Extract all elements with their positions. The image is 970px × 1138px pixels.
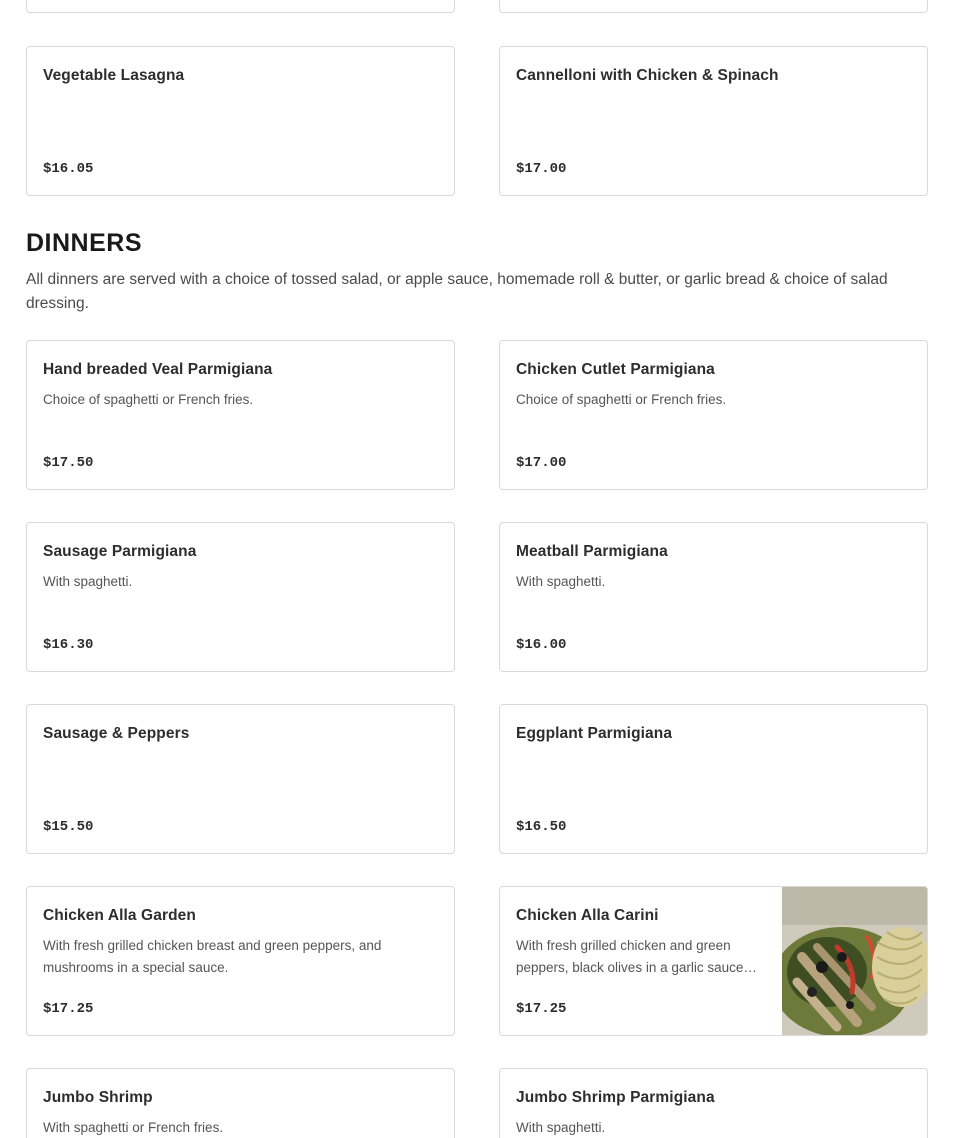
menu-item-price: $16.50 [516, 819, 567, 835]
menu-item-card[interactable] [26, 886, 455, 1036]
menu-item-description: With spaghetti. [516, 574, 606, 589]
menu-item-description: Choice of spaghetti or French fries. [516, 392, 727, 407]
menu-item-card[interactable] [499, 522, 928, 672]
menu-item-card-partial[interactable] [499, 0, 928, 13]
menu-item-name: Jumbo Shrimp [43, 1089, 153, 1106]
menu-item-description: Choice of spaghetti or French fries. [43, 392, 254, 407]
menu-item-card[interactable] [499, 886, 928, 1036]
menu-item-name: Jumbo Shrimp Parmigiana [516, 1089, 715, 1106]
menu-item-card[interactable] [499, 46, 928, 196]
menu-item-card[interactable] [26, 522, 455, 672]
food-photo-icon [782, 887, 927, 1035]
menu-item-price: $17.00 [516, 161, 567, 177]
menu-item-card[interactable] [26, 46, 455, 196]
menu-item-description: With spaghetti or French fries. [43, 1120, 224, 1135]
menu-item-card[interactable] [26, 704, 455, 854]
menu-item-price: $17.00 [516, 455, 567, 471]
menu-item-price: $17.25 [516, 1001, 567, 1017]
menu-item-name: Meatball Parmigiana [516, 543, 668, 560]
menu-item-name: Eggplant Parmigiana [516, 725, 673, 742]
menu-item-name: Chicken Alla Carini [516, 907, 659, 924]
menu-item-price: $15.50 [43, 819, 94, 835]
menu-item-card-partial[interactable] [26, 0, 455, 13]
menu-item-card[interactable] [26, 340, 455, 490]
menu-item-card[interactable] [499, 340, 928, 490]
menu-item-card[interactable] [499, 704, 928, 854]
menu-item-card[interactable] [499, 1068, 928, 1138]
section-description: All dinners are served with a choice of tossed salad, or apple sauce, homemade roll & butter, or garlic bread & choice of salad dressing. [26, 271, 888, 312]
menu-item-name: Chicken Cutlet Parmigiana [516, 361, 715, 378]
menu-item-card[interactable] [26, 1068, 455, 1138]
menu-item-name: Chicken Alla Garden [43, 907, 196, 924]
menu-item-name: Cannelloni with Chicken & Spinach [516, 67, 779, 84]
menu-item-description: With spaghetti. [516, 1120, 606, 1135]
menu-item-description: With fresh grilled chicken breast and green peppers, and mushrooms in a special sauce. [43, 938, 382, 975]
section-title: DINNERS [26, 229, 143, 257]
menu-item-photo [782, 887, 927, 1035]
menu-item-price: $16.30 [43, 637, 94, 653]
menu-item-name: Hand breaded Veal Parmigiana [43, 361, 273, 378]
menu-item-description: With spaghetti. [43, 574, 133, 589]
menu-item-price: $16.05 [43, 161, 94, 177]
menu-item-price: $17.50 [43, 455, 94, 471]
menu-item-name: Vegetable Lasagna [43, 67, 185, 84]
menu-item-description: With fresh grilled chicken and green peppers, black olives in a garlic sauce… [516, 938, 757, 975]
menu-item-name: Sausage Parmigiana [43, 543, 197, 560]
menu-item-price: $17.25 [43, 1001, 94, 1017]
menu-item-name: Sausage & Peppers [43, 725, 190, 742]
menu-item-price: $16.00 [516, 637, 567, 653]
